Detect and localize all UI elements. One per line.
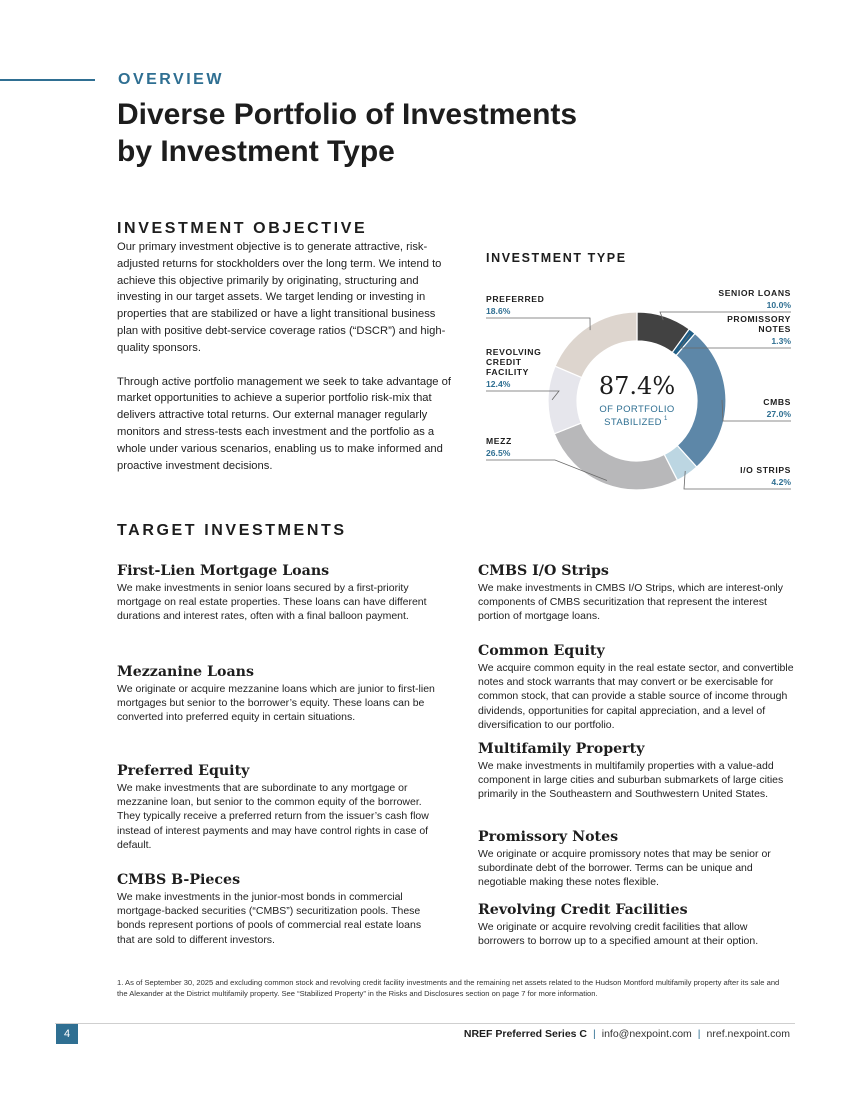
donut-slice bbox=[676, 334, 726, 468]
target-card bbox=[117, 664, 439, 763]
target-card-title: Promissory Notes bbox=[478, 829, 619, 845]
page-number: 4 bbox=[56, 1024, 78, 1044]
slice-label-promissory-notes: PROMISSORY bbox=[727, 314, 791, 324]
footer-rule bbox=[55, 1023, 795, 1024]
slice-label-revolving-credit-facility: CREDIT bbox=[486, 357, 522, 367]
target-card-title: Preferred Equity bbox=[117, 763, 250, 779]
footnote: 1. As of September 30, 2025 and excluding common stock and revolving credit facility investments and the remaining net assets related to the Hudson Montford multifamily property after its sale and the Alexander at the District multifamily property. See “Stabilized Property” in the Risks and Disclosures section on page 7 for more information. bbox=[117, 978, 780, 998]
target-card-body: We make investments in senior loans secured by a first-priority mortgage on real estate properties. These loans can have different durations and interest rates, often with a final balloon payment. bbox=[117, 582, 427, 623]
target-card-title: CMBS I/O Strips bbox=[478, 563, 609, 579]
targets-left-column bbox=[117, 563, 439, 947]
targets-right-column bbox=[478, 563, 796, 948]
slice-value-cmbs: 27.0% bbox=[766, 409, 791, 419]
slice-label-i-o-strips: I/O STRIPS bbox=[740, 465, 791, 475]
target-card bbox=[478, 741, 796, 829]
slice-value-promissory-notes: 1.3% bbox=[771, 336, 791, 346]
target-card bbox=[478, 643, 796, 741]
footer-product: NREF Preferred Series C bbox=[463, 1028, 588, 1040]
page-title-line-1: Diverse Portfolio of Investments bbox=[117, 98, 578, 131]
target-card-body: We make investments in CMBS I/O Strips, which are interest-only components of CMBS securitization that represent the interest portion of mortgage loans. bbox=[478, 582, 783, 623]
footer bbox=[464, 1028, 790, 1040]
section-eyebrow: OVERVIEW bbox=[118, 71, 224, 88]
footer-email[interactable]: info@nexpoint.com bbox=[601, 1028, 692, 1040]
objective-heading: INVESTMENT OBJECTIVE bbox=[117, 220, 368, 237]
target-card bbox=[478, 563, 796, 643]
target-card bbox=[478, 829, 796, 902]
donut-slice bbox=[548, 366, 582, 434]
donut-slice bbox=[555, 312, 637, 378]
target-card-body: We make investments that are subordinate to any mortgage or mezzanine loan, but senior to the common equity of the borrower. They typically receive a preferred return from the issuer’s cash flow instead of interest payments and may have control rights in case of default. bbox=[117, 782, 429, 851]
target-card-body: We acquire common equity in the real estate sector, and convertible notes and stock warrants that may convert or be exercisable for common stock, that can provide a stable source of income through dividends, opportunities for capital appreciation, and a level of diversification to our portfolio. bbox=[478, 662, 794, 731]
target-card-title: Revolving Credit Facilities bbox=[478, 902, 688, 918]
target-card-body: We make investments in multifamily properties with a value-add component in large cities and suburban submarkets of large cities primarily in the Southeastern and Southwestern United States. bbox=[478, 760, 784, 801]
slice-label-preferred: PREFERRED bbox=[486, 294, 545, 304]
target-card bbox=[117, 763, 439, 872]
target-card bbox=[117, 872, 439, 947]
target-card-body: We make investments in the junior-most bonds in commercial mortgage-backed securities (“CMBS”) securitization pools. These bonds represent portions of pools of commercial real estate loans that are sold to different investors. bbox=[117, 891, 422, 946]
slice-label-revolving-credit-facility: FACILITY bbox=[486, 367, 529, 377]
target-card-body: We originate or acquire mezzanine loans which are junior to first-lien mortgages but senior to the borrower’s equity. These loans can be converted into preferred equity in certain situations. bbox=[117, 683, 435, 724]
slice-label-mezz: MEZZ bbox=[486, 436, 512, 446]
slice-label-revolving-credit-facility: REVOLVING bbox=[486, 347, 542, 357]
slice-label-senior-loans: SENIOR LOANS bbox=[718, 288, 791, 298]
footer-separator: | bbox=[593, 1028, 596, 1040]
target-card-title: First-Lien Mortgage Loans bbox=[117, 563, 330, 579]
slice-label-cmbs: CMBS bbox=[763, 397, 791, 407]
target-card-body: We originate or acquire promissory notes that may be senior or subordinate debt of the borrower. Terms can be unique and negotiable making these notes flexible. bbox=[478, 848, 771, 889]
donut-slice bbox=[554, 423, 677, 490]
stabilized-footnote-marker: 1 bbox=[664, 416, 668, 422]
slice-value-senior-loans: 10.0% bbox=[766, 300, 791, 310]
slice-leader-line bbox=[486, 318, 590, 330]
slice-value-preferred: 18.6% bbox=[486, 306, 511, 316]
footer-separator: | bbox=[697, 1028, 701, 1040]
stabilized-label-line-1: OF PORTFOLIO bbox=[599, 404, 675, 415]
target-card-body: We originate or acquire revolving credit facilities that allow borrowers to borrow up to a specified amount at their option. bbox=[478, 921, 759, 948]
target-card-title: CMBS B-Pieces bbox=[117, 872, 241, 888]
page-title-line-2: by Investment Type bbox=[117, 135, 395, 168]
slice-value-i-o-strips: 4.2% bbox=[771, 477, 791, 487]
target-card-title: Mezzanine Loans bbox=[117, 664, 254, 680]
target-card-title: Multifamily Property bbox=[478, 741, 645, 757]
stabilized-label-line-2: STABILIZED bbox=[604, 417, 662, 428]
slice-value-mezz: 26.5% bbox=[486, 448, 511, 458]
footer-website[interactable]: nref.nexpoint.com bbox=[706, 1028, 790, 1040]
target-card bbox=[117, 563, 439, 664]
stabilized-percent: 87.4% bbox=[598, 372, 676, 400]
target-card bbox=[478, 902, 796, 948]
objective-paragraph-2: Through active portfolio management we seek to take advantage of market opportunities to achieve a superior portfolio risk-mix that delivers attractive total returns. Our external manager regularly monitors and stress-tests each investment and the portfolio as a whole under various scenarios, enabling us to make informed and proactive investment decisions. bbox=[117, 375, 451, 472]
slice-value-revolving-credit-facility: 12.4% bbox=[486, 379, 511, 389]
slice-label-promissory-notes: NOTES bbox=[758, 324, 791, 334]
objective-paragraph-1: Our primary investment objective is to generate attractive, risk-adjusted returns for stockholders over the long term. We intend to achieve this objective primarily by originating, structuring and investing in our target assets. We target lending or investing in properties that are stabilized or have a light transitional business plan with positive debt-service coverage ratios (“DSCR”) and high-quality sponsors. bbox=[117, 241, 446, 354]
chart-title: INVESTMENT TYPE bbox=[486, 251, 627, 265]
target-card-title: Common Equity bbox=[478, 643, 605, 659]
targets-heading: TARGET INVESTMENTS bbox=[117, 522, 347, 539]
